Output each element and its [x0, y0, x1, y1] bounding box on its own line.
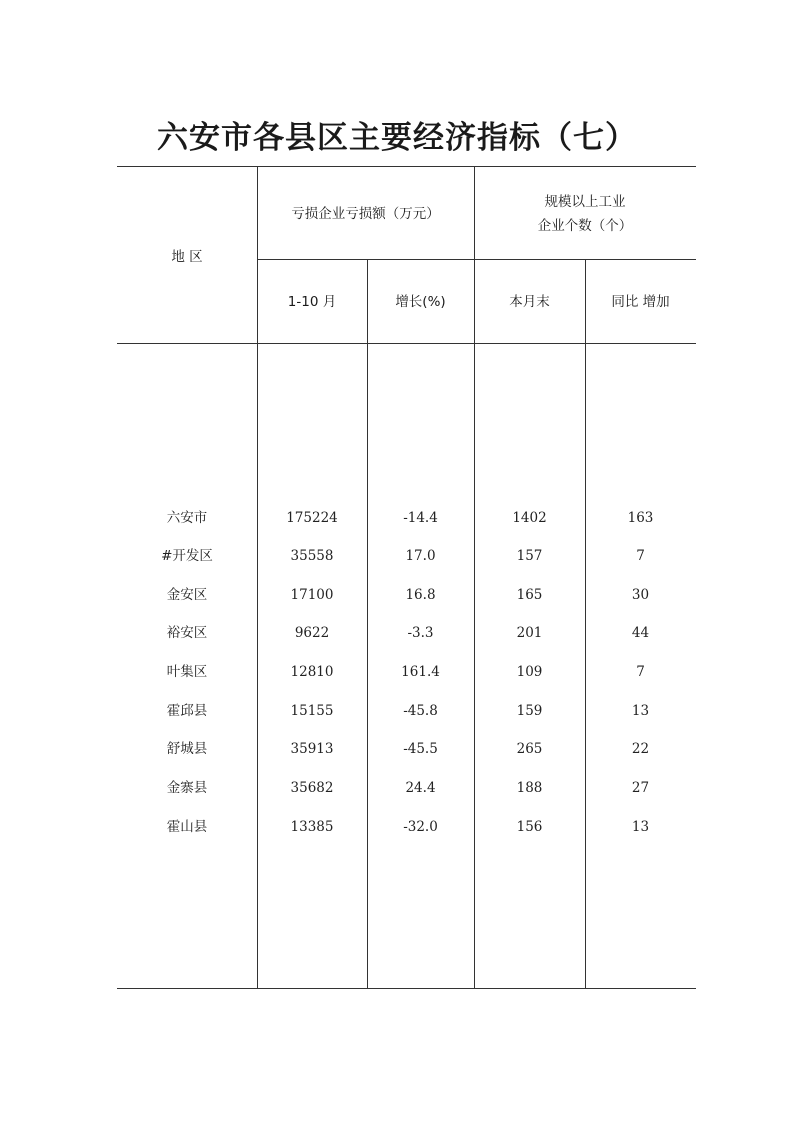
region-cell: 金寨县: [166, 780, 208, 796]
region-header: 地 区: [171, 249, 203, 265]
growth-cell: 24.4: [405, 780, 436, 796]
loss-cell: 35558: [290, 548, 334, 564]
increase-cell: 27: [631, 780, 650, 796]
region-cell: 舒城县: [166, 741, 208, 757]
loss-cell: 35913: [290, 741, 334, 757]
region-cell: 叶集区: [166, 664, 208, 680]
increase-cell: 163: [627, 510, 654, 526]
group-divider: [474, 166, 475, 988]
region-cell: 霍邱县: [166, 703, 208, 719]
region-column-divider: [257, 166, 258, 988]
count-cell: 201: [516, 625, 543, 641]
header-divider-rule: [257, 259, 696, 260]
count-cell: 156: [516, 819, 543, 835]
region-cell: #开发区: [161, 548, 213, 564]
count-cell: 157: [516, 548, 543, 564]
increase-cell: 7: [636, 548, 645, 564]
loss-cell: 13385: [290, 819, 334, 835]
loss-cell: 35682: [290, 780, 334, 796]
increase-cell: 30: [631, 587, 650, 603]
count-cell: 165: [516, 587, 543, 603]
loss-cell: 12810: [290, 664, 334, 680]
header-bottom-rule: [117, 343, 696, 344]
increase-cell: 7: [636, 664, 645, 680]
region-cell: 霍山县: [166, 819, 208, 835]
count-cell: 188: [516, 780, 543, 796]
count-cell: 159: [516, 703, 543, 719]
count-cell: 109: [516, 664, 543, 680]
growth-cell: 161.4: [401, 664, 440, 680]
loss-cell: 15155: [290, 703, 334, 719]
growth-cell: -45.5: [403, 741, 438, 757]
growth-cell: -45.8: [403, 703, 438, 719]
loss-cell: 9622: [294, 625, 330, 641]
region-cell: 裕安区: [166, 625, 208, 641]
growth-cell: -32.0: [403, 819, 438, 835]
growth-cell: -3.3: [407, 625, 434, 641]
growth-cell: 17.0: [405, 548, 436, 564]
table-top-rule: [117, 166, 696, 167]
region-cell: 金安区: [166, 587, 208, 603]
loss-period-header: 1-10 月: [287, 294, 337, 310]
enterprise-yoy-increase-header: 同比 增加: [611, 294, 670, 310]
increase-cell: 44: [631, 625, 650, 641]
loss-group-header: 亏损企业亏损额（万元）: [291, 206, 440, 222]
enterprise-group-header-line2: 企业个数（个）: [537, 218, 633, 234]
growth-cell: 16.8: [405, 587, 436, 603]
count-cell: 1402: [512, 510, 547, 526]
enterprise-group-header-line1: 规模以上工业: [544, 194, 626, 210]
loss-growth-header: 增长(%): [395, 294, 446, 310]
increase-cell: 13: [631, 819, 650, 835]
enterprise-month-end-header: 本月末: [509, 294, 550, 310]
table-bottom-rule: [117, 988, 696, 989]
loss-cell: 175224: [286, 510, 338, 526]
growth-cell: -14.4: [403, 510, 438, 526]
page-title: 六安市各县区主要经济指标（七）: [157, 120, 637, 156]
increase-cell: 22: [631, 741, 650, 757]
count-cell: 265: [516, 741, 543, 757]
region-cell: 六安市: [166, 510, 208, 526]
loss-cell: 17100: [290, 587, 334, 603]
increase-cell: 13: [631, 703, 650, 719]
